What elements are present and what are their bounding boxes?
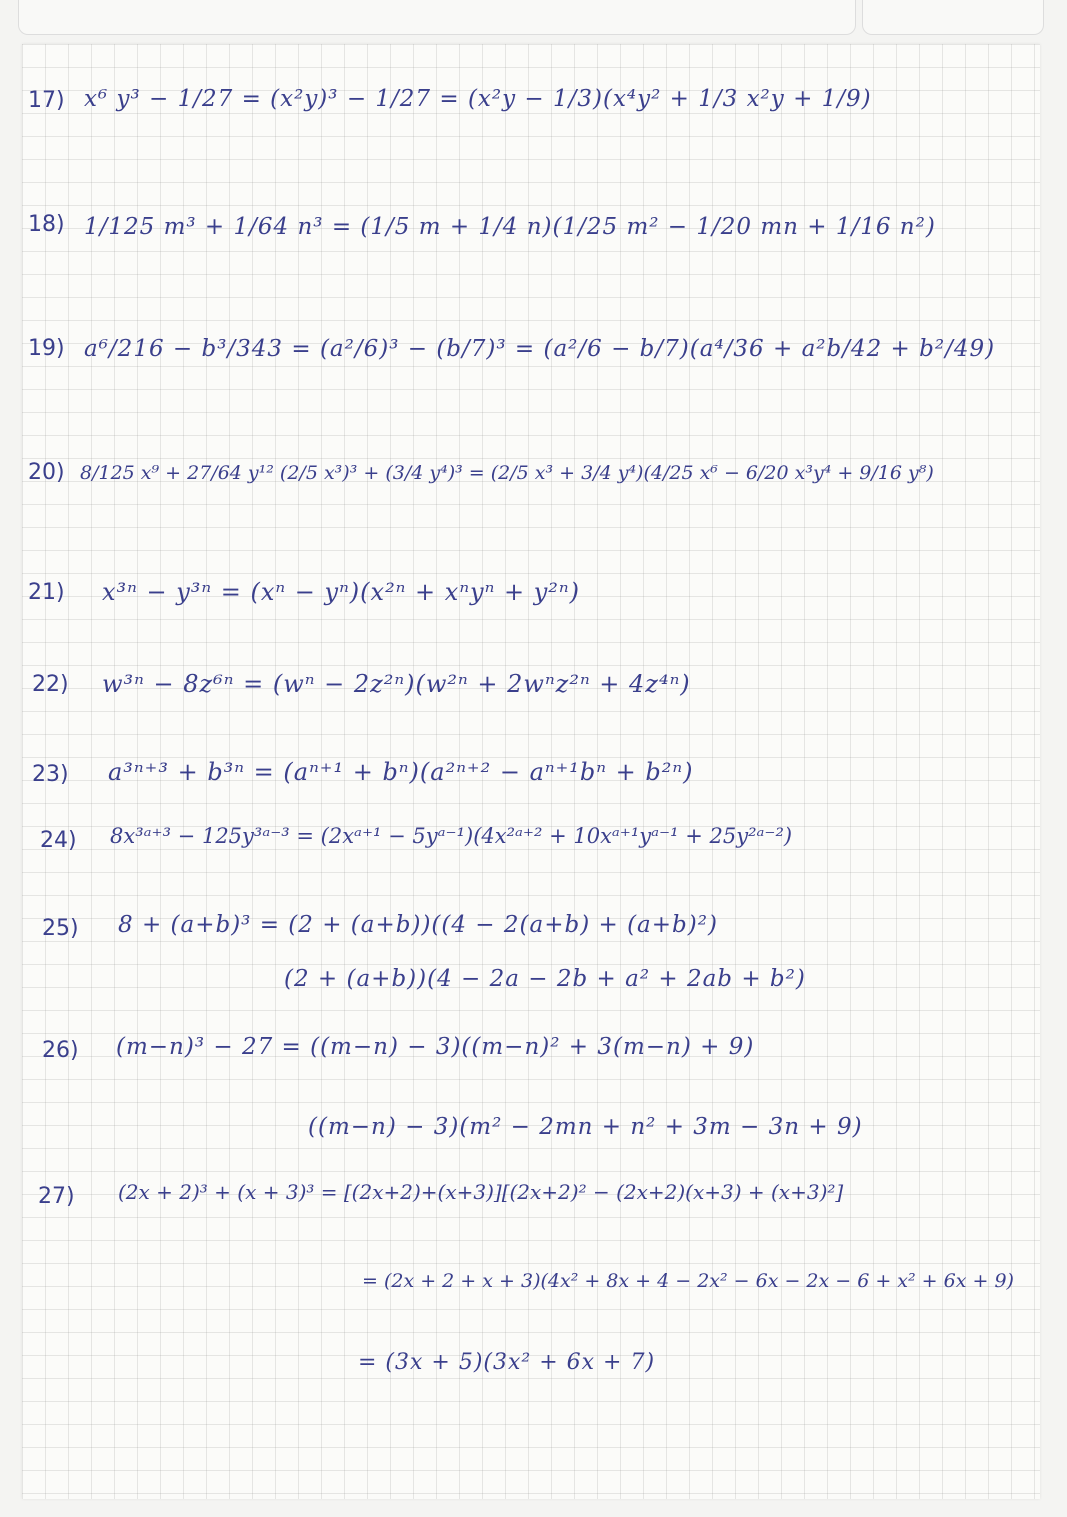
exercise-line: 8x³ᵃ⁺³ − 125y³ᵃ⁻³ = (2xᵃ⁺¹ − 5yᵃ⁻¹)(4x²ᵃ⁺² + 10xᵃ⁺¹yᵃ⁻¹ + 25y²ᵃ⁻²) (110, 824, 793, 848)
exercise-number: 22) (32, 672, 69, 697)
exercise-line: 1/125 m³ + 1/64 n³ = (1/5 m + 1/4 n)(1/25 m² − 1/20 mn + 1/16 n²) (84, 214, 936, 240)
exercise-line: (2x + 2)³ + (x + 3)³ = [(2x+2)+(x+3)][(2x+2)² − (2x+2)(x+3) + (x+3)²] (118, 1180, 844, 1204)
previous-page-edge-right (862, 0, 1044, 35)
exercise-number: 20) (28, 460, 65, 485)
exercise-line: 8 + (a+b)³ = (2 + (a+b))((4 − 2(a+b) + (a+b)²) (118, 912, 718, 938)
exercise-line: w³ⁿ − 8z⁶ⁿ = (wⁿ − 2z²ⁿ)(w²ⁿ + 2wⁿz²ⁿ + 4z⁴ⁿ) (102, 670, 691, 698)
exercise-number: 19) (28, 336, 65, 361)
exercise-number: 18) (28, 212, 65, 237)
exercise-line: = (3x + 5)(3x² + 6x + 7) (358, 1350, 656, 1375)
exercise-number: 23) (32, 762, 69, 787)
exercise-line: (2 + (a+b))(4 − 2a − 2b + a² + 2ab + b²) (284, 966, 806, 992)
exercise-number: 24) (40, 828, 77, 853)
exercise-line: 8/125 x⁹ + 27/64 y¹² (2/5 x³)³ + (3/4 y⁴)³ = (2/5 x³ + 3/4 y⁴)(4/25 x⁶ − 6/20 x³y⁴ + 9/16 y⁸) (80, 462, 934, 484)
exercise-number: 21) (28, 580, 65, 605)
exercise-line: x⁶ y³ − 1/27 = (x²y)³ − 1/27 = (x²y − 1/3)(x⁴y² + 1/3 x²y + 1/9) (84, 86, 872, 112)
exercise-line: = (2x + 2 + x + 3)(4x² + 8x + 4 − 2x² − 6x − 2x − 6 + x² + 6x + 9) (362, 1270, 1014, 1292)
exercise-number: 17) (28, 88, 65, 113)
exercise-line: x³ⁿ − y³ⁿ = (xⁿ − yⁿ)(x²ⁿ + xⁿyⁿ + y²ⁿ) (102, 578, 580, 606)
exercise-number: 25) (42, 916, 79, 941)
exercise-number: 26) (42, 1038, 79, 1063)
exercise-line: (m−n)³ − 27 = ((m−n) − 3)((m−n)² + 3(m−n) + 9) (116, 1034, 755, 1060)
exercise-line: a⁶/216 − b³/343 = (a²/6)³ − (b/7)³ = (a²/6 − b/7)(a⁴/36 + a²b/42 + b²/49) (84, 336, 996, 362)
exercise-line: a³ⁿ⁺³ + b³ⁿ = (aⁿ⁺¹ + bⁿ)(a²ⁿ⁺² − aⁿ⁺¹bⁿ + b²ⁿ) (108, 758, 694, 786)
previous-page-edge (18, 0, 856, 35)
exercise-number: 27) (38, 1184, 75, 1209)
exercise-line: ((m−n) − 3)(m² − 2mn + n² + 3m − 3n + 9) (308, 1114, 863, 1140)
graph-paper-sheet (22, 44, 1040, 1499)
